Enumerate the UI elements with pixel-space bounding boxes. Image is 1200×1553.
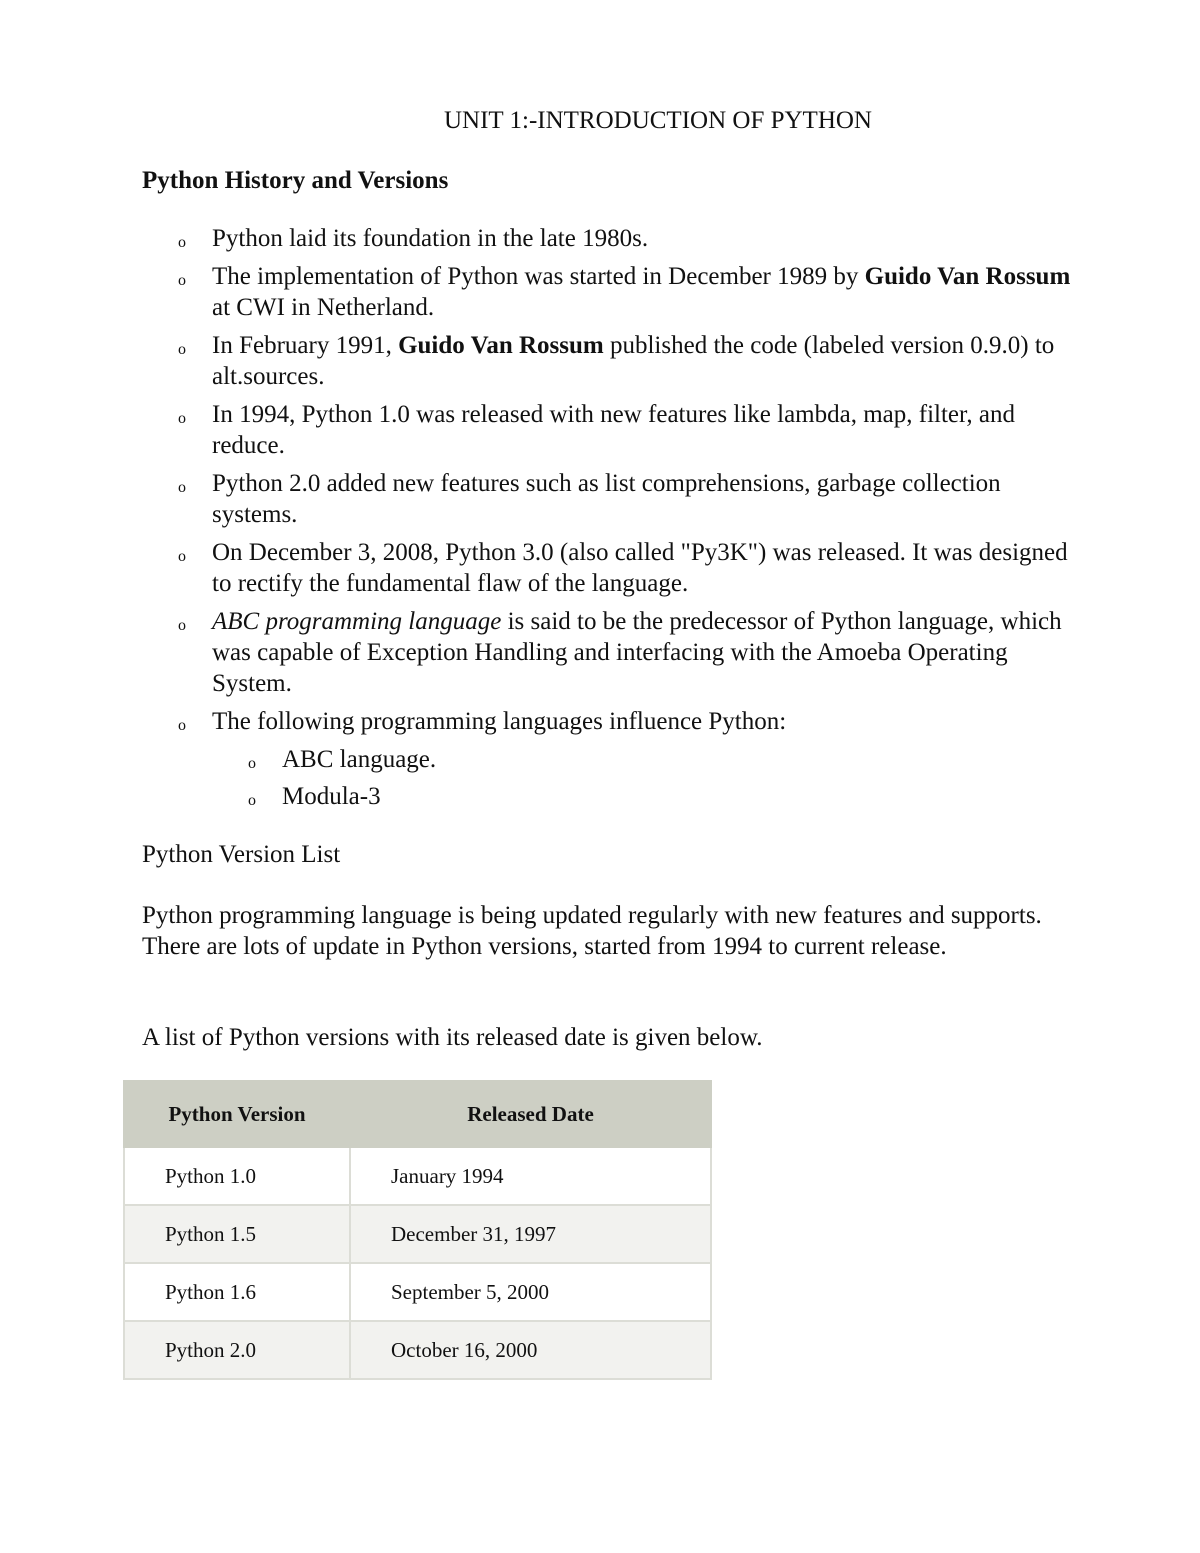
table-row <box>124 1205 711 1263</box>
intro-paragraph: Python programming language is being updated regularly with new features and supports. There are lots of update in Python versions, started from 1994 to current release. <box>142 902 1042 960</box>
bullet-circle-icon: o <box>248 792 256 809</box>
table-cell-version: Python 1.0 <box>124 1147 350 1205</box>
section-heading: Python History and Versions <box>142 167 449 194</box>
table-cell-version: Python 1.5 <box>124 1205 350 1263</box>
italic-term: ABC programming language <box>212 608 502 635</box>
table-cell-date: December 31, 1997 <box>350 1205 711 1263</box>
bullet-circle-icon: o <box>178 410 186 427</box>
list-item: o The implementation of Python was started in December 1989 by Guido Van Rossum at CWI in Netherland. <box>178 263 1071 321</box>
list-item: o In 1994, Python 1.0 was released with new features like lambda, map, filter, and reduce. <box>178 401 1015 459</box>
bullet-circle-icon: o <box>178 234 186 251</box>
list-intro-paragraph: A list of Python versions with its released date is given below. <box>142 1024 763 1051</box>
list-item: o Python laid its foundation in the late 1980s. <box>142 223 1072 254</box>
table-row <box>124 1321 711 1379</box>
header-python-version: Python Version <box>124 1081 350 1147</box>
table-row <box>124 1147 711 1205</box>
table-cell-date: September 5, 2000 <box>350 1263 711 1321</box>
bullet-circle-icon: o <box>178 272 186 289</box>
table-cell-date: January 1994 <box>350 1147 711 1205</box>
table-header-row <box>124 1081 711 1147</box>
sub-list-item: o Modula-3 <box>142 781 1072 812</box>
list-item: o In February 1991, Guido Van Rossum published the code (labeled version 0.9.0) to alt.sources. <box>178 332 1055 390</box>
version-list-heading: Python Version List <box>142 841 341 868</box>
header-released-date: Released Date <box>350 1081 711 1147</box>
bullet-circle-icon: o <box>178 548 186 565</box>
table-row <box>124 1263 711 1321</box>
bold-name: Guido Van Rossum <box>864 263 1071 290</box>
sub-list-item: o ABC language. <box>142 744 1072 775</box>
list-item: o On December 3, 2008, Python 3.0 (also called "Py3K") was released. It was designed to rectify the fundamental flaw of the language. <box>178 539 1068 597</box>
table-cell-version: Python 2.0 <box>124 1321 350 1379</box>
bullet-circle-icon: o <box>178 341 186 358</box>
bullet-circle-icon: o <box>248 755 256 772</box>
table-cell-date: October 16, 2000 <box>350 1321 711 1379</box>
table-cell-version: Python 1.6 <box>124 1263 350 1321</box>
python-versions-table <box>123 1080 712 1380</box>
history-bullet-list <box>142 223 1072 818</box>
list-item: o The following programming languages influence Python: <box>142 706 1072 737</box>
list-item: o Python 2.0 added new features such as list comprehensions, garbage collection systems. <box>178 470 1001 528</box>
list-item: o ABC programming language is said to be the predecessor of Python language, which was capable of Exception Handling and interfacing with the Amoeba Operating System. <box>178 608 1062 697</box>
bullet-circle-icon: o <box>178 479 186 496</box>
page-title: UNIT 1:-INTRODUCTION OF PYTHON <box>444 107 872 134</box>
bold-name: Guido Van Rossum <box>398 332 604 359</box>
bullet-circle-icon: o <box>178 617 186 634</box>
bullet-circle-icon: o <box>178 717 186 734</box>
